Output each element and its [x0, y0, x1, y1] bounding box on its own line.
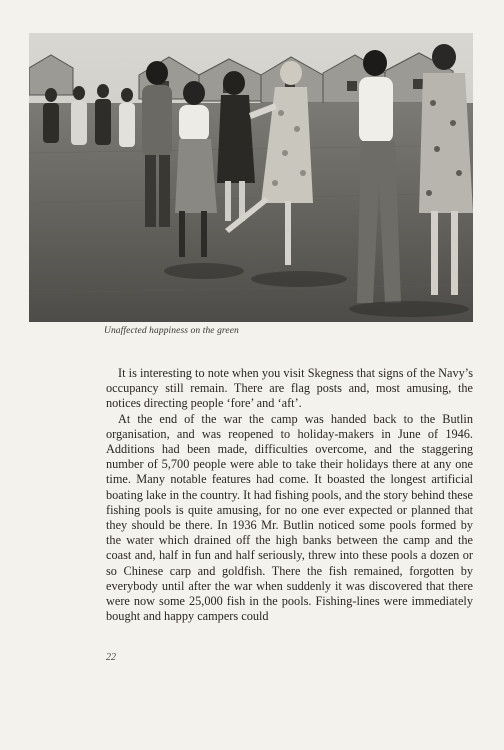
paragraph: At the end of the war the camp was handed back to the Butlin organisation, and was reopened to holiday-makers in June of 1946. Additions had been made, difficulties overcome, and the staggering number of 5,700 people were able to take their holidays there at any one time. Many notable features had come. It boasted the longest artificial boating lake in the country. It had fishing pools, and the story behind these fishing pools is quite amusing, for no one ever expected or planned that they should be there. In 1936 Mr. Butlin noticed some pools formed by the water which drained off the high banks between the camp and the coast and, half in fun and half seriously, threw into these pools a dozen or so Chinese carp and goldfish. There the fish remained, forgotten by everybody until after the war when suddenly it was discovered that there were now some 25,000 fish in the pools. Fishing-lines were immediately bought and happy campers could — [106, 411, 474, 624]
body-text — [106, 366, 473, 624]
dancing-photo — [29, 33, 473, 322]
photo-caption: Unaffected happiness on the green — [104, 326, 239, 336]
paragraph: It is interesting to note when you visit Skegness that signs of the Navy’s occupancy still remain. There are flag posts and, most amusing, the notices directing people ‘fore’ and ‘aft’. — [106, 366, 473, 411]
page-number: 22 — [106, 652, 116, 663]
photo-illustration — [29, 33, 473, 322]
